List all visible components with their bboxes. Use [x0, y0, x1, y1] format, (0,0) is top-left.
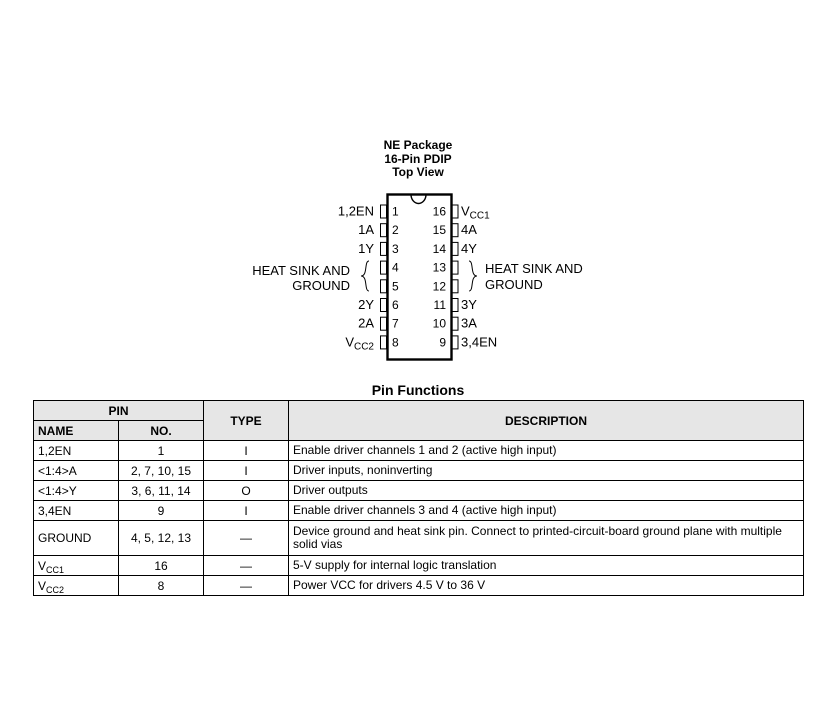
pin-7-lead: [381, 317, 387, 330]
pin-3-number: 3: [392, 241, 399, 256]
pin-8-label: $V_{CC2}$: [345, 334, 374, 353]
pin-name: GROUND: [38, 531, 92, 545]
pin-1-label: 1,2EN: [337, 203, 374, 219]
pin-description: Device ground and heat sink pin. Connect to printed-circuit-board ground plane with multiple solid vias: [289, 521, 804, 556]
pin-9-label: 3,4EN: [461, 334, 498, 350]
pin-name-cell: [34, 461, 119, 481]
pin-number: 9: [119, 501, 204, 521]
pin-description: Enable driver channels 3 and 4 (active high input): [289, 501, 804, 521]
pin-name: <1:4>A: [38, 463, 77, 478]
pin-14-number: 14: [432, 241, 446, 256]
pin-2-number: 2: [392, 223, 399, 238]
pin-number: 16: [119, 556, 204, 576]
pin-name: V: [38, 578, 47, 593]
pin-number: 1: [119, 441, 204, 461]
pin-description: Driver outputs: [289, 481, 804, 501]
pin-row: [34, 501, 804, 521]
pin-functions-table: [33, 400, 804, 596]
package-type: 16-Pin PDIP: [384, 151, 452, 166]
pin-name-cell: [34, 576, 119, 596]
right-group-brace: [469, 261, 477, 291]
pin-8-number: 8: [392, 335, 399, 350]
header-type: TYPE: [204, 401, 289, 441]
pin-type: I: [204, 501, 289, 521]
header-description: DESCRIPTION: [289, 401, 804, 441]
pin-14-lead: [452, 242, 458, 255]
pin-type: I: [204, 441, 289, 461]
pin-10-number: 10: [432, 316, 446, 331]
pin-name-cell: [34, 521, 119, 556]
pin-7-label: 2A: [358, 315, 374, 331]
right-group-label-line2: GROUND: [485, 277, 543, 292]
pin-1-number: 1: [392, 204, 399, 219]
pin-row: [34, 556, 804, 576]
pin-4-number: 4: [392, 260, 399, 275]
pin-12-number: 12: [432, 279, 446, 294]
pin-name-cell: [34, 501, 119, 521]
pin-10-label: 3A: [461, 315, 477, 331]
pin-description: Driver inputs, noninverting: [289, 461, 804, 481]
pin-name: <1:4>Y: [38, 483, 77, 498]
pin-16-label-sub: CC1: [469, 210, 490, 222]
pin-6-lead: [381, 299, 387, 312]
pin-2-lead: [381, 224, 387, 237]
pin-12-lead: [452, 280, 458, 293]
pin-number: 2, 7, 10, 15: [119, 461, 204, 481]
pin-13-number: 13: [432, 260, 446, 275]
header-no: NO.: [119, 421, 204, 441]
pin-10-lead: [452, 317, 458, 330]
pin-11-number: 11: [433, 298, 446, 312]
pin-row: [34, 521, 804, 556]
pin-16-lead: [452, 205, 458, 218]
pin-15-label: 4A: [461, 222, 477, 238]
pin-16-label: $V_{CC1}$: [461, 203, 490, 222]
pin-functions-title: Pin Functions: [371, 382, 465, 398]
left-group-label-line2: GROUND: [292, 278, 350, 293]
pin-row: [34, 576, 804, 596]
pin-row: [34, 481, 804, 501]
pin-3-lead: [381, 242, 387, 255]
pin-2-label: 1A: [358, 222, 374, 238]
pin-3-label: 1Y: [358, 240, 374, 256]
pin-number: 8: [119, 576, 204, 596]
pin-name-subscript: CC2: [46, 584, 65, 595]
package-view: Top View: [392, 165, 444, 179]
pin-description: Enable driver channels 1 and 2 (active high input): [289, 441, 804, 461]
pin-number: 3, 6, 11, 14: [119, 481, 204, 501]
pin-11-lead: [452, 299, 458, 312]
package-name: NE Package: [383, 138, 453, 152]
pin-name-cell: [34, 441, 119, 461]
header-name: NAME: [34, 421, 119, 441]
pin-number: 4, 5, 12, 13: [119, 521, 204, 556]
pin-6-number: 6: [392, 298, 399, 312]
pin-9-number: 9: [439, 335, 446, 350]
pin-6-label: 2Y: [358, 297, 374, 312]
pin-type: —: [204, 521, 289, 556]
pin-15-lead: [452, 224, 458, 237]
pin-name: V: [38, 558, 47, 573]
pin-name-cell: [34, 481, 119, 501]
pin-13-lead: [452, 261, 458, 274]
pin-5-lead: [381, 280, 387, 293]
pin-name-subscript: CC1: [46, 564, 65, 575]
pin-1-lead: [381, 205, 387, 218]
pin-description: Power VCC for drivers 4.5 V to 36 V: [289, 576, 804, 596]
pin-16-number: 16: [432, 204, 446, 219]
pin-type: —: [204, 556, 289, 576]
pin-11-label: 3Y: [461, 297, 477, 312]
header-pin: PIN: [34, 401, 204, 421]
pin-description: 5-V supply for internal logic translation: [289, 556, 804, 576]
pin-8-label-sub: CC2: [353, 341, 374, 353]
pin-5-number: 5: [392, 279, 399, 294]
pin-7-number: 7: [392, 316, 399, 331]
left-group-brace: [361, 261, 369, 291]
left-group-label-line1: HEAT SINK AND: [252, 263, 350, 278]
pin-type: I: [204, 461, 289, 481]
right-group-label-line1: HEAT SINK AND: [485, 261, 583, 276]
pin-row: [34, 441, 804, 461]
pin-row: [34, 461, 804, 481]
pin-type: O: [204, 481, 289, 501]
pin-14-label: 4Y: [461, 240, 477, 256]
pin1-notch: [411, 195, 426, 204]
pin-8-lead: [381, 336, 387, 349]
pin-15-number: 15: [432, 223, 446, 238]
pin-name: 1,2EN: [38, 443, 72, 458]
pin-type: —: [204, 576, 289, 596]
pin-name: 3,4EN: [38, 503, 72, 518]
pin-4-lead: [381, 261, 387, 274]
pin-name-cell: [34, 556, 119, 576]
pin-9-lead: [452, 336, 458, 349]
